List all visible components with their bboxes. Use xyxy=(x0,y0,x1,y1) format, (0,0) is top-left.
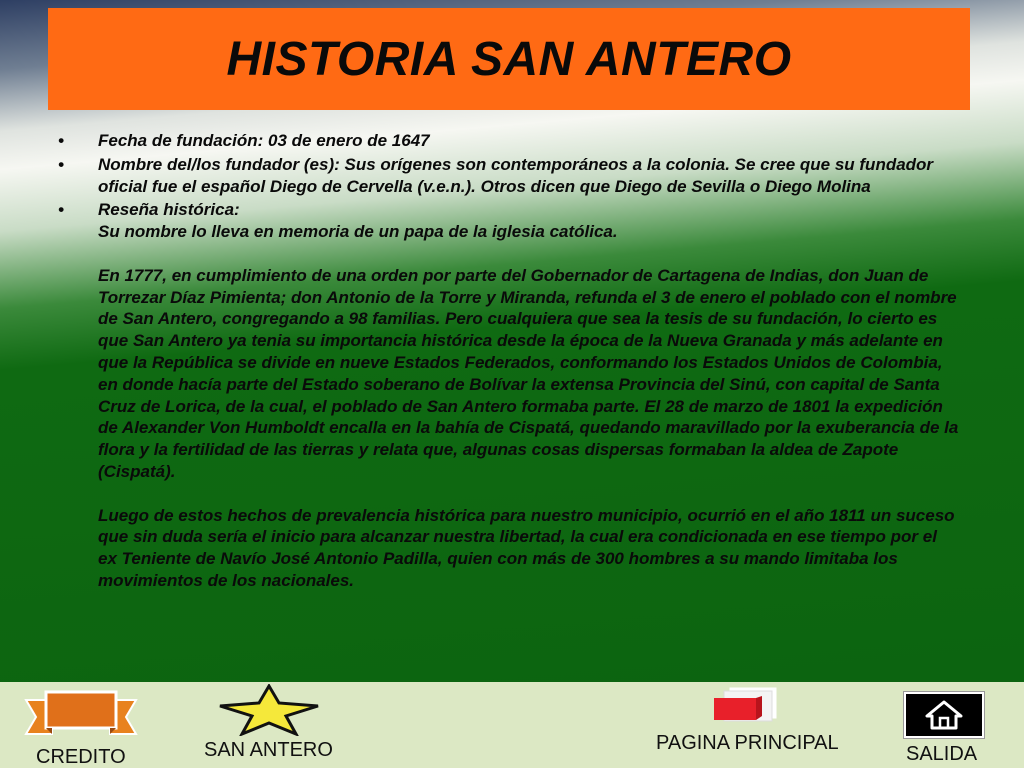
san-antero-label: SAN ANTERO xyxy=(204,739,333,761)
salida-label: SALIDA xyxy=(906,743,978,765)
credito-label: CREDITO xyxy=(36,746,126,768)
resena-paragraph: Su nombre lo lleva en memoria de un papa de la iglesia católica. xyxy=(98,222,618,242)
star-icon xyxy=(214,684,324,736)
bullet-resena xyxy=(58,199,960,591)
san-antero-button[interactable] xyxy=(200,684,350,766)
salida-button[interactable] xyxy=(904,692,984,738)
title-bar xyxy=(48,8,970,110)
paragraph-gap xyxy=(98,483,960,505)
resena-heading: Reseña histórica: xyxy=(98,200,240,220)
paragraph-gap xyxy=(98,243,960,265)
home-icon xyxy=(924,699,964,731)
resena-paragraph: Luego de estos hechos de prevalencia histórica para nuestro municipio, ocurrió en el año 1811 un suceso que sin duda sería el inicio para alcanzar nuestra libertad, la cual era condicionada en ese tiempo por el ex Teniente de Navío José Antonio Padilla, quien con más de 300 hombres a su mando limitaba los movimientos de los nacionales. xyxy=(98,505,955,590)
bullet-text: Nombre del/los fundador (es): Sus orígenes son contemporáneos a la colonia. Se cree que su fundador oficial fue el español Diego de Cervella (v.e.n.). Otros dicen que Diego de Sevilla o Diego Molina xyxy=(98,154,934,196)
resena-paragraph: En 1777, en cumplimiento de una orden por parte del Gobernador de Cartagena de Indias, don Juan de Torrezar Díaz Pimienta; don Antonio de la Torre y Miranda, refunda el 3 de enero el poblado con el nombre de San Antero, congregando a 98 familias. Pero cualquiera que sea la tesis de su fundación, lo cierto es que San Antero ya tenia su importancia histórica desde la época de la Nueva Granada y más adelante en que la República se divide en nueve Estados Federados, conformando los Estados Unidos de Colombia, en donde hacía parte del Estado soberano de Bolívar la extensa Provincia del Sinú, con capital de Santa Cruz de Lorica, de la cual, el poblado de San Antero formaba parte. El 28 de marzo de 1801 la expedición de Alexander Von Humboldt encalla en la bahía de Cispatá, quedando maravillado por la exuberancia de la flora y la fertilidad de las tierras y relata que, algunas cosas dispersas formaban la aldea de Zapote (Cispatá). xyxy=(98,265,959,481)
banner-icon xyxy=(22,686,140,742)
flag-icon xyxy=(712,686,782,726)
navigation-bar xyxy=(0,682,1024,768)
bullet-marker: • xyxy=(58,131,64,150)
bullet-marker: • xyxy=(58,154,64,174)
bullet-fecha xyxy=(58,130,960,152)
pagina-principal-label: PAGINA PRINCIPAL xyxy=(656,732,839,754)
bullet-list xyxy=(58,130,960,594)
pagina-principal-button[interactable] xyxy=(650,686,860,766)
bullet-fundador xyxy=(58,154,960,198)
slide-title: HISTORIA SAN ANTERO xyxy=(226,32,792,86)
bullet-text: Fecha de fundación: 03 de enero de 1647 xyxy=(98,131,430,150)
bullet-marker: • xyxy=(58,200,64,220)
credito-button[interactable] xyxy=(22,686,140,768)
